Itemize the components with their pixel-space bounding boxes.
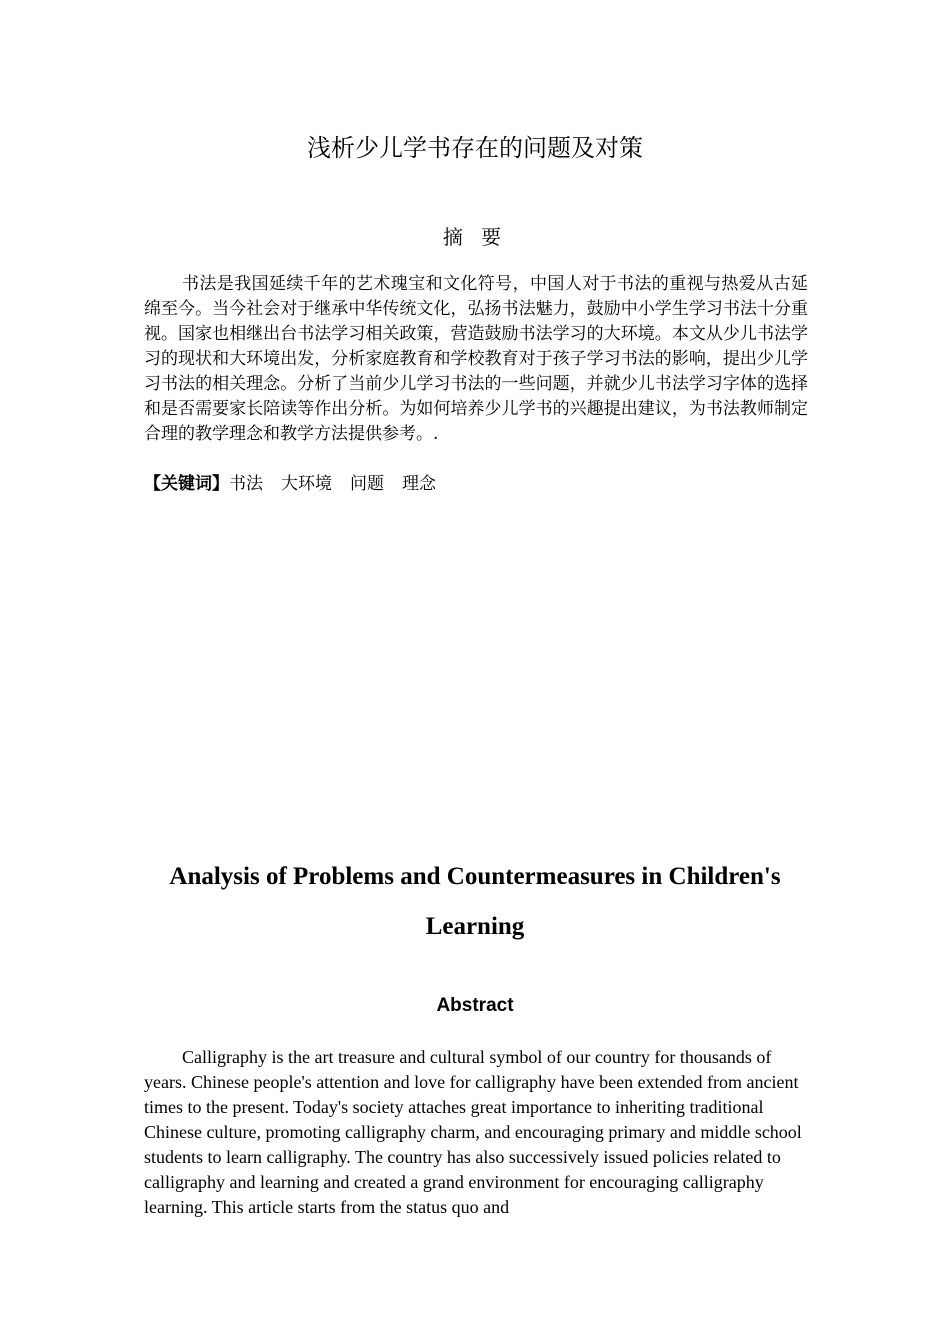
keyword-item: 问题 — [350, 474, 384, 494]
keywords-label: 【关键词】 — [144, 474, 229, 494]
english-abstract-body: Calligraphy is the art treasure and cultural symbol of our country for thousands of years. Chinese people's attention and love for calligraphy have been extended from ancient times to the present. Today's society attaches great importance to inheriting traditional Chinese culture, promoting calligraphy charm, and encouraging primary and middle school students to learn calligraphy. The country has also successively issued policies related to calligraphy and learning and created a grand environment for encouraging calligraphy learning. This article starts from the status quo and — [144, 1047, 802, 1217]
english-title: Analysis of Problems and Countermeasures in Children's Learning — [169, 863, 781, 940]
english-abstract-heading: Abstract — [436, 995, 514, 1016]
keyword-item: 书法 — [229, 474, 263, 494]
keyword-item: 理念 — [402, 474, 436, 494]
chinese-abstract-heading: 摘 要 — [442, 225, 508, 249]
keyword-item: 大环境 — [281, 474, 332, 494]
chinese-abstract-body: 书法是我国延续千年的艺术瑰宝和文化符号，中国人对于书法的重视与热爱从古延绵至今。当今社会对于继承中华传统文化，弘扬书法魅力，鼓励中小学生学习书法十分重视。国家也相继出台书法学习相关政策，营造鼓励书法学习的大环境。本文从少儿书法学习的现状和大环境出发，分析家庭教育和学校教育对于孩子学习书法的影响，提出少儿学习书法的相关理念。分析了当前少儿学习书法的一些问题，并就少儿书法学习字体的选择和是否需要家长陪读等作出分析。为如何培养少儿学书的兴趣提出建议，为书法教师制定合理的教学理念和教学方法提供参考。. — [144, 274, 808, 444]
chinese-keywords — [144, 472, 808, 497]
chinese-title: 浅析少儿学书存在的问题及对策 — [307, 134, 643, 162]
